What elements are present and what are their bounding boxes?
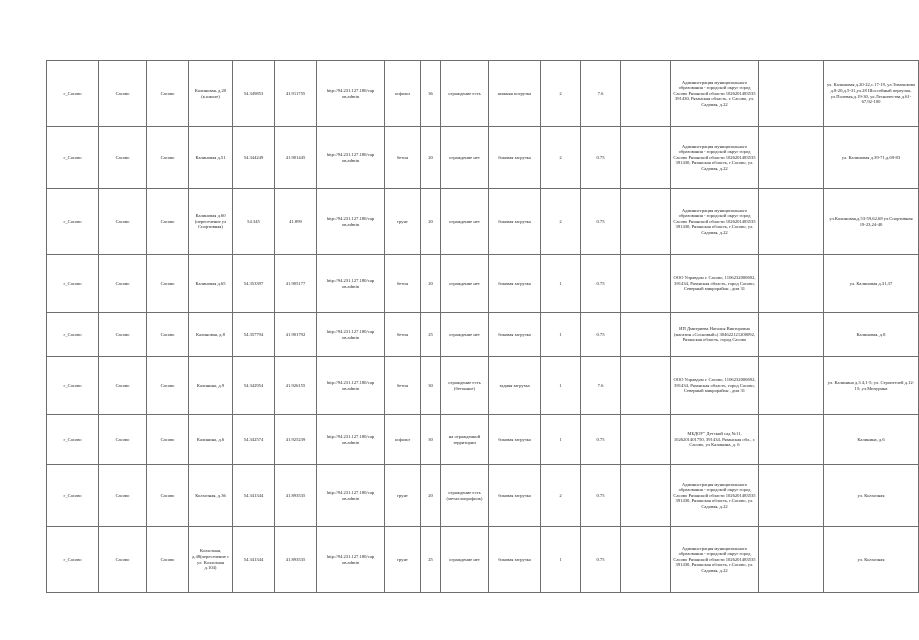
empty-cell — [759, 61, 824, 127]
cell-city: Сасово — [147, 255, 189, 313]
cell-lon: 41.911755 — [275, 61, 317, 127]
cell-district: г_Сасово — [47, 61, 99, 127]
cell-volume: 0.75 — [581, 255, 621, 313]
cell-sources: ул. Калинина д.3 4,1-5; ул. Строителей д.12-15; ул.Мичурина — [824, 357, 919, 415]
cell-area: 25 — [421, 313, 441, 357]
cell-volume: 7.6 — [581, 357, 621, 415]
cell-address: Калиновая, д.20 (к.школе) — [189, 61, 233, 127]
cell-owner: ИП Дмитриева Наталья Викторовна (магазин «Сосновый») 304622121200092, Рязанская область, город Сасово — [671, 313, 759, 357]
cell-city: Сасово — [147, 415, 189, 465]
cell-link: http://94.231.127.180/сар ов.admin — [317, 61, 385, 127]
cell-loading: боковая загрузка — [489, 313, 541, 357]
cell-fence: ограждение нет — [441, 313, 489, 357]
cell-lat: 54.341344 — [233, 527, 275, 593]
cell-lat: 54.344249 — [233, 127, 275, 189]
cell-fence: на огражденной территории — [441, 415, 489, 465]
cell-owner: ООО Управдом г. Сасово, 1106232000692, 391434, Рязанская область, город Сасово, Северный микрорайон , дом 31 — [671, 357, 759, 415]
cell-fence: ограждение есть (металлопрофиль) — [441, 465, 489, 527]
cell-area: 36 — [421, 61, 441, 127]
cell-lat: 54.353397 — [233, 255, 275, 313]
cell-lon: 41.925239 — [275, 415, 317, 465]
cell-lat: 54.349853 — [233, 61, 275, 127]
cell-link: http://94.231.127.180/сар ов.admin — [317, 527, 385, 593]
cell-city: Сасово — [147, 127, 189, 189]
cell-sources: ул. Калиновая д.20-22,с.17-19, ул.Тимошкова д.8-20,д.5-31,ул.28 Шоссейный переулок, ул.Полевая,д.19-30, ул.Лесничества д.61-67,92-100 — [824, 61, 919, 127]
cell-link: http://94.231.127.180/сар ов.admin — [317, 127, 385, 189]
table-row — [47, 61, 919, 127]
cell-sources: ул. Калиновая д.39-71,д.69-83 — [824, 127, 919, 189]
cell-surface: асфальт — [385, 415, 421, 465]
cell-address: Калиновая д.51 — [189, 127, 233, 189]
empty-cell — [621, 189, 671, 255]
cell-containers: 2 — [541, 127, 581, 189]
cell-fence: ограждение нет — [441, 255, 489, 313]
cell-loading: боковая загрузка — [489, 255, 541, 313]
cell-area: 20 — [421, 189, 441, 255]
cell-link: http://94.231.127.180/сар ов.admin — [317, 255, 385, 313]
cell-address: Калинина, д.9 — [189, 357, 233, 415]
cell-lon: 41.893535 — [275, 527, 317, 593]
cell-settlement: Сасово — [99, 189, 147, 255]
table-row — [47, 357, 919, 415]
cell-lon: 41.901445 — [275, 127, 317, 189]
cell-containers: 1 — [541, 527, 581, 593]
empty-cell — [759, 127, 824, 189]
cell-city: Сасово — [147, 465, 189, 527]
cell-district: г_Сасово — [47, 313, 99, 357]
cell-city: Сасово — [147, 61, 189, 127]
cell-area: 30 — [421, 357, 441, 415]
cell-lat: 54.345 — [233, 189, 275, 255]
cell-loading: боковая загрузка — [489, 415, 541, 465]
cell-address: Калиновая, д.8 — [189, 313, 233, 357]
empty-cell — [621, 255, 671, 313]
empty-cell — [621, 61, 671, 127]
cell-area: 20 — [421, 465, 441, 527]
table-row — [47, 527, 919, 593]
cell-containers: 2 — [541, 61, 581, 127]
cell-owner: МБДОУ" Детский сад №11, 1026201401750, 391434, Рязанская обл., г. Сасово, ул Калинина, д. 6 — [671, 415, 759, 465]
cell-sources: Калинина, д.6 — [824, 415, 919, 465]
cell-link: http://94.231.127.180/сар ов.admin — [317, 465, 385, 527]
cell-surface: бетон — [385, 127, 421, 189]
cell-volume: 0.75 — [581, 313, 621, 357]
cell-lon: 41.893535 — [275, 465, 317, 527]
empty-cell — [621, 357, 671, 415]
cell-address: Калинина, д.6 — [189, 415, 233, 465]
cell-loading: задняя загрузка — [489, 357, 541, 415]
table-row — [47, 465, 919, 527]
cell-settlement: Сасово — [99, 357, 147, 415]
empty-cell — [621, 313, 671, 357]
cell-address: Колхозная, д.48(пересечение с ул. Колхозная д.104) — [189, 527, 233, 593]
table-body — [47, 61, 919, 593]
cell-sources: ул. Колхозная — [824, 465, 919, 527]
cell-district: г_Сасово — [47, 255, 99, 313]
cell-sources: Калиновая, д.8 — [824, 313, 919, 357]
cell-district: г_Сасово — [47, 415, 99, 465]
cell-volume: 0.75 — [581, 527, 621, 593]
cell-loading: боковая загрузка — [489, 465, 541, 527]
table-row — [47, 313, 919, 357]
empty-cell — [759, 415, 824, 465]
cell-settlement: Сасово — [99, 255, 147, 313]
cell-address: Колхозная, д.36 — [189, 465, 233, 527]
cell-fence: ограждение нет — [441, 527, 489, 593]
cell-area: 20 — [421, 127, 441, 189]
cell-loading: боковая загрузка — [489, 527, 541, 593]
empty-cell — [759, 357, 824, 415]
cell-link: http://94.231.127.180/сар ов.admin — [317, 357, 385, 415]
cell-volume: 0.75 — [581, 465, 621, 527]
table-row — [47, 415, 919, 465]
cell-volume: 0.75 — [581, 415, 621, 465]
empty-cell — [759, 189, 824, 255]
cell-settlement: Сасово — [99, 127, 147, 189]
cell-owner: Администрация муниципального образования - городской округ город Сасово Рязанской области 1026201483535 391430, Рязанская область, г.Сасово, ул. Садовая, д.22 — [671, 465, 759, 527]
empty-cell — [621, 415, 671, 465]
cell-fence: ограждение есть (бетонное) — [441, 357, 489, 415]
cell-address: Калиновая д.60 (пересечение ул Спортивная) — [189, 189, 233, 255]
cell-owner: Администрация муниципального образования - городской округ город Сасово Рязанской области 1026201483535 391430, Рязанская область, г. Сасово, ул. Садовая, д.22 — [671, 61, 759, 127]
cell-district: г_Сасово — [47, 527, 99, 593]
cell-surface: асфальт — [385, 61, 421, 127]
cell-containers: 1 — [541, 255, 581, 313]
cell-area: 20 — [421, 255, 441, 313]
cell-link: http://94.231.127.180/сар ов.admin — [317, 313, 385, 357]
cell-lon: 41.901792 — [275, 313, 317, 357]
empty-cell — [759, 527, 824, 593]
cell-surface: бетон — [385, 313, 421, 357]
cell-loading: боковая загрузка — [489, 127, 541, 189]
empty-cell — [759, 465, 824, 527]
cell-volume: 0.75 — [581, 189, 621, 255]
cell-district: г_Сасово — [47, 127, 99, 189]
cell-district: г_Сасово — [47, 189, 99, 255]
cell-city: Сасово — [147, 313, 189, 357]
cell-settlement: Сасово — [99, 415, 147, 465]
cell-area: 25 — [421, 527, 441, 593]
cell-owner: Администрация муниципального образования - городской округ город Сасово Рязанской области 1026201483535 391430, Рязанская область, г.Сасово, ул. Садовая, д.22 — [671, 127, 759, 189]
cell-owner: ООО Управдом г. Сасово, 1106232000692, 391434, Рязанская область, город Сасово, Северный микрорайон , дом 31 — [671, 255, 759, 313]
empty-cell — [759, 255, 824, 313]
cell-lat: 54.342954 — [233, 357, 275, 415]
cell-district: г_Сасово — [47, 357, 99, 415]
cell-sources: ул. Колхозная — [824, 527, 919, 593]
table-row — [47, 127, 919, 189]
cell-surface: бетон — [385, 357, 421, 415]
cell-settlement: Сасово — [99, 61, 147, 127]
cell-lon: 41.905177 — [275, 255, 317, 313]
cell-volume: 0.75 — [581, 127, 621, 189]
empty-cell — [759, 313, 824, 357]
registry-table — [46, 60, 919, 593]
cell-lat: 54.342574 — [233, 415, 275, 465]
cell-containers: 1 — [541, 313, 581, 357]
cell-sources: ул.Калиновая,д.53-59,62,68 ул.Спортивная 19-23,24-40 — [824, 189, 919, 255]
cell-address: Калиновая д.65 — [189, 255, 233, 313]
cell-containers: 2 — [541, 465, 581, 527]
cell-surface: бетон — [385, 255, 421, 313]
empty-cell — [621, 527, 671, 593]
cell-lon: 41.926155 — [275, 357, 317, 415]
cell-link: http://94.231.127.180/сар ов.admin — [317, 415, 385, 465]
cell-city: Сасово — [147, 527, 189, 593]
cell-lon: 41.899 — [275, 189, 317, 255]
cell-containers: 2 — [541, 189, 581, 255]
cell-fence: ограждение есть — [441, 61, 489, 127]
cell-city: Сасово — [147, 357, 189, 415]
cell-loading: боковая загрузка — [489, 189, 541, 255]
empty-cell — [621, 127, 671, 189]
cell-lat: 54.341344 — [233, 465, 275, 527]
cell-surface: грунт — [385, 465, 421, 527]
cell-lat: 54.357794 — [233, 313, 275, 357]
table-row — [47, 255, 919, 313]
cell-containers: 1 — [541, 415, 581, 465]
cell-loading: нижняя погрузка — [489, 61, 541, 127]
cell-district: г_Сасово — [47, 465, 99, 527]
cell-settlement: Сасово — [99, 313, 147, 357]
cell-fence: ограждение нет — [441, 127, 489, 189]
cell-volume: 7.6 — [581, 61, 621, 127]
cell-area: 30 — [421, 415, 441, 465]
cell-city: Сасово — [147, 189, 189, 255]
cell-settlement: Сасово — [99, 465, 147, 527]
cell-surface: грунт — [385, 189, 421, 255]
cell-link: http://94.231.127.180/сар ов.admin — [317, 189, 385, 255]
cell-owner: Администрация муниципального образования - городской округ город Сасово Рязанской области 1026201483535 391430, Рязанская область, г.Сасово, ул. Садовая, д.22 — [671, 189, 759, 255]
cell-fence: ограждение нет — [441, 189, 489, 255]
empty-cell — [621, 465, 671, 527]
cell-surface: грунт — [385, 527, 421, 593]
cell-settlement: Сасово — [99, 527, 147, 593]
table-row — [47, 189, 919, 255]
cell-containers: 1 — [541, 357, 581, 415]
cell-sources: ул. Калиновая д.31,37 — [824, 255, 919, 313]
cell-owner: Администрация муниципального образования - городской округ город Сасово Рязанской области 1026201483535 391430, Рязанская область, г.Сасово, ул. Садовая, д.22 — [671, 527, 759, 593]
